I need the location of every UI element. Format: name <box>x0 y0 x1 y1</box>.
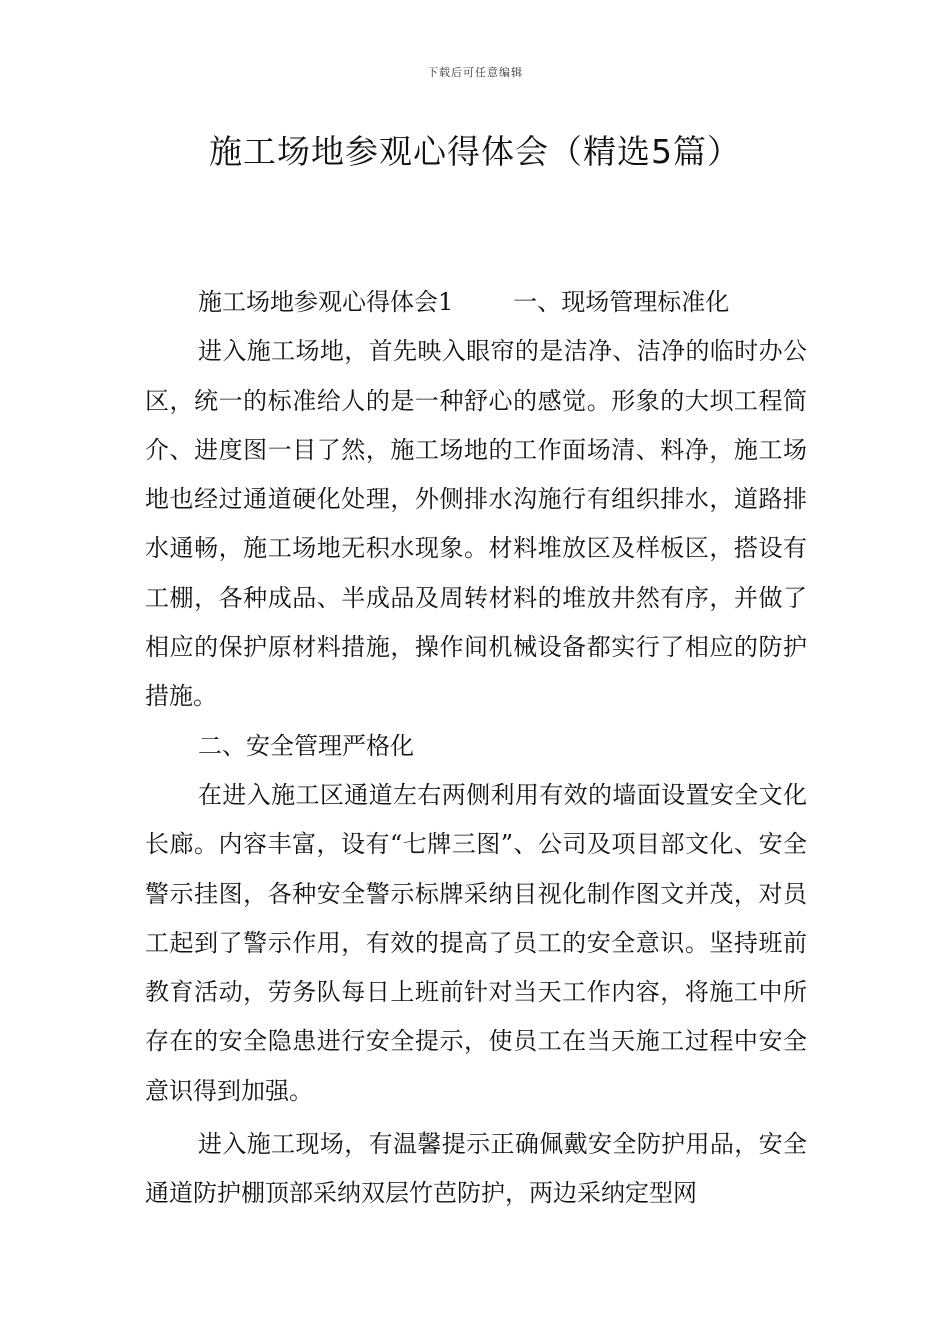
section-heading: 一、现场管理标准化 <box>513 288 730 316</box>
document-body <box>145 278 807 1219</box>
paragraph: 进入施工场地，首先映入眼帘的是洁净、洁净的临时办公区，统一的标准给人的是一种舒心的感觉。形象的大坝工程简介、进度图一目了然，施工场地的工作面场清、料净，施工场地也经过通道硬化处理，外侧排水沟施行有组织排水，道路排水通畅，施工场地无积水现象。材料堆放区及样板区，搭设有工棚，各种成品、半成品及周转材料的堆放井然有序，并做了相应的保护原材料措施，操作间机械设备都实行了相应的防护措施。 <box>145 337 807 711</box>
section-heading-line <box>145 278 807 327</box>
document-title: 施工场地参观心得体会（精选5篇） <box>209 132 741 171</box>
section-label: 施工场地参观心得体会1 <box>198 288 454 316</box>
header-note: 下载后可任意编辑 <box>427 66 523 79</box>
paragraph: 在进入施工区通道左右两侧利用有效的墙面设置安全文化长廊。内容丰富，设有“七牌三图”、公司及项目部文化、安全警示挂图，各种安全警示标牌采纳目视化制作图文并茂，对员工起到了警示作用，有效的提高了员工的安全意识。坚持班前教育活动，劳务队每日上班前针对当天工作内容，将施工中所存在的安全隐患进行安全提示，使员工在当天施工过程中安全意识得到加强。 <box>145 780 807 1105</box>
paragraph: 进入施工现场，有温馨提示正确佩戴安全防护用品，安全通道防护棚顶部采纳双层竹芭防护，两边采纳定型网 <box>145 1130 807 1208</box>
paragraph-heading: 二、安全管理严格化 <box>198 731 414 760</box>
